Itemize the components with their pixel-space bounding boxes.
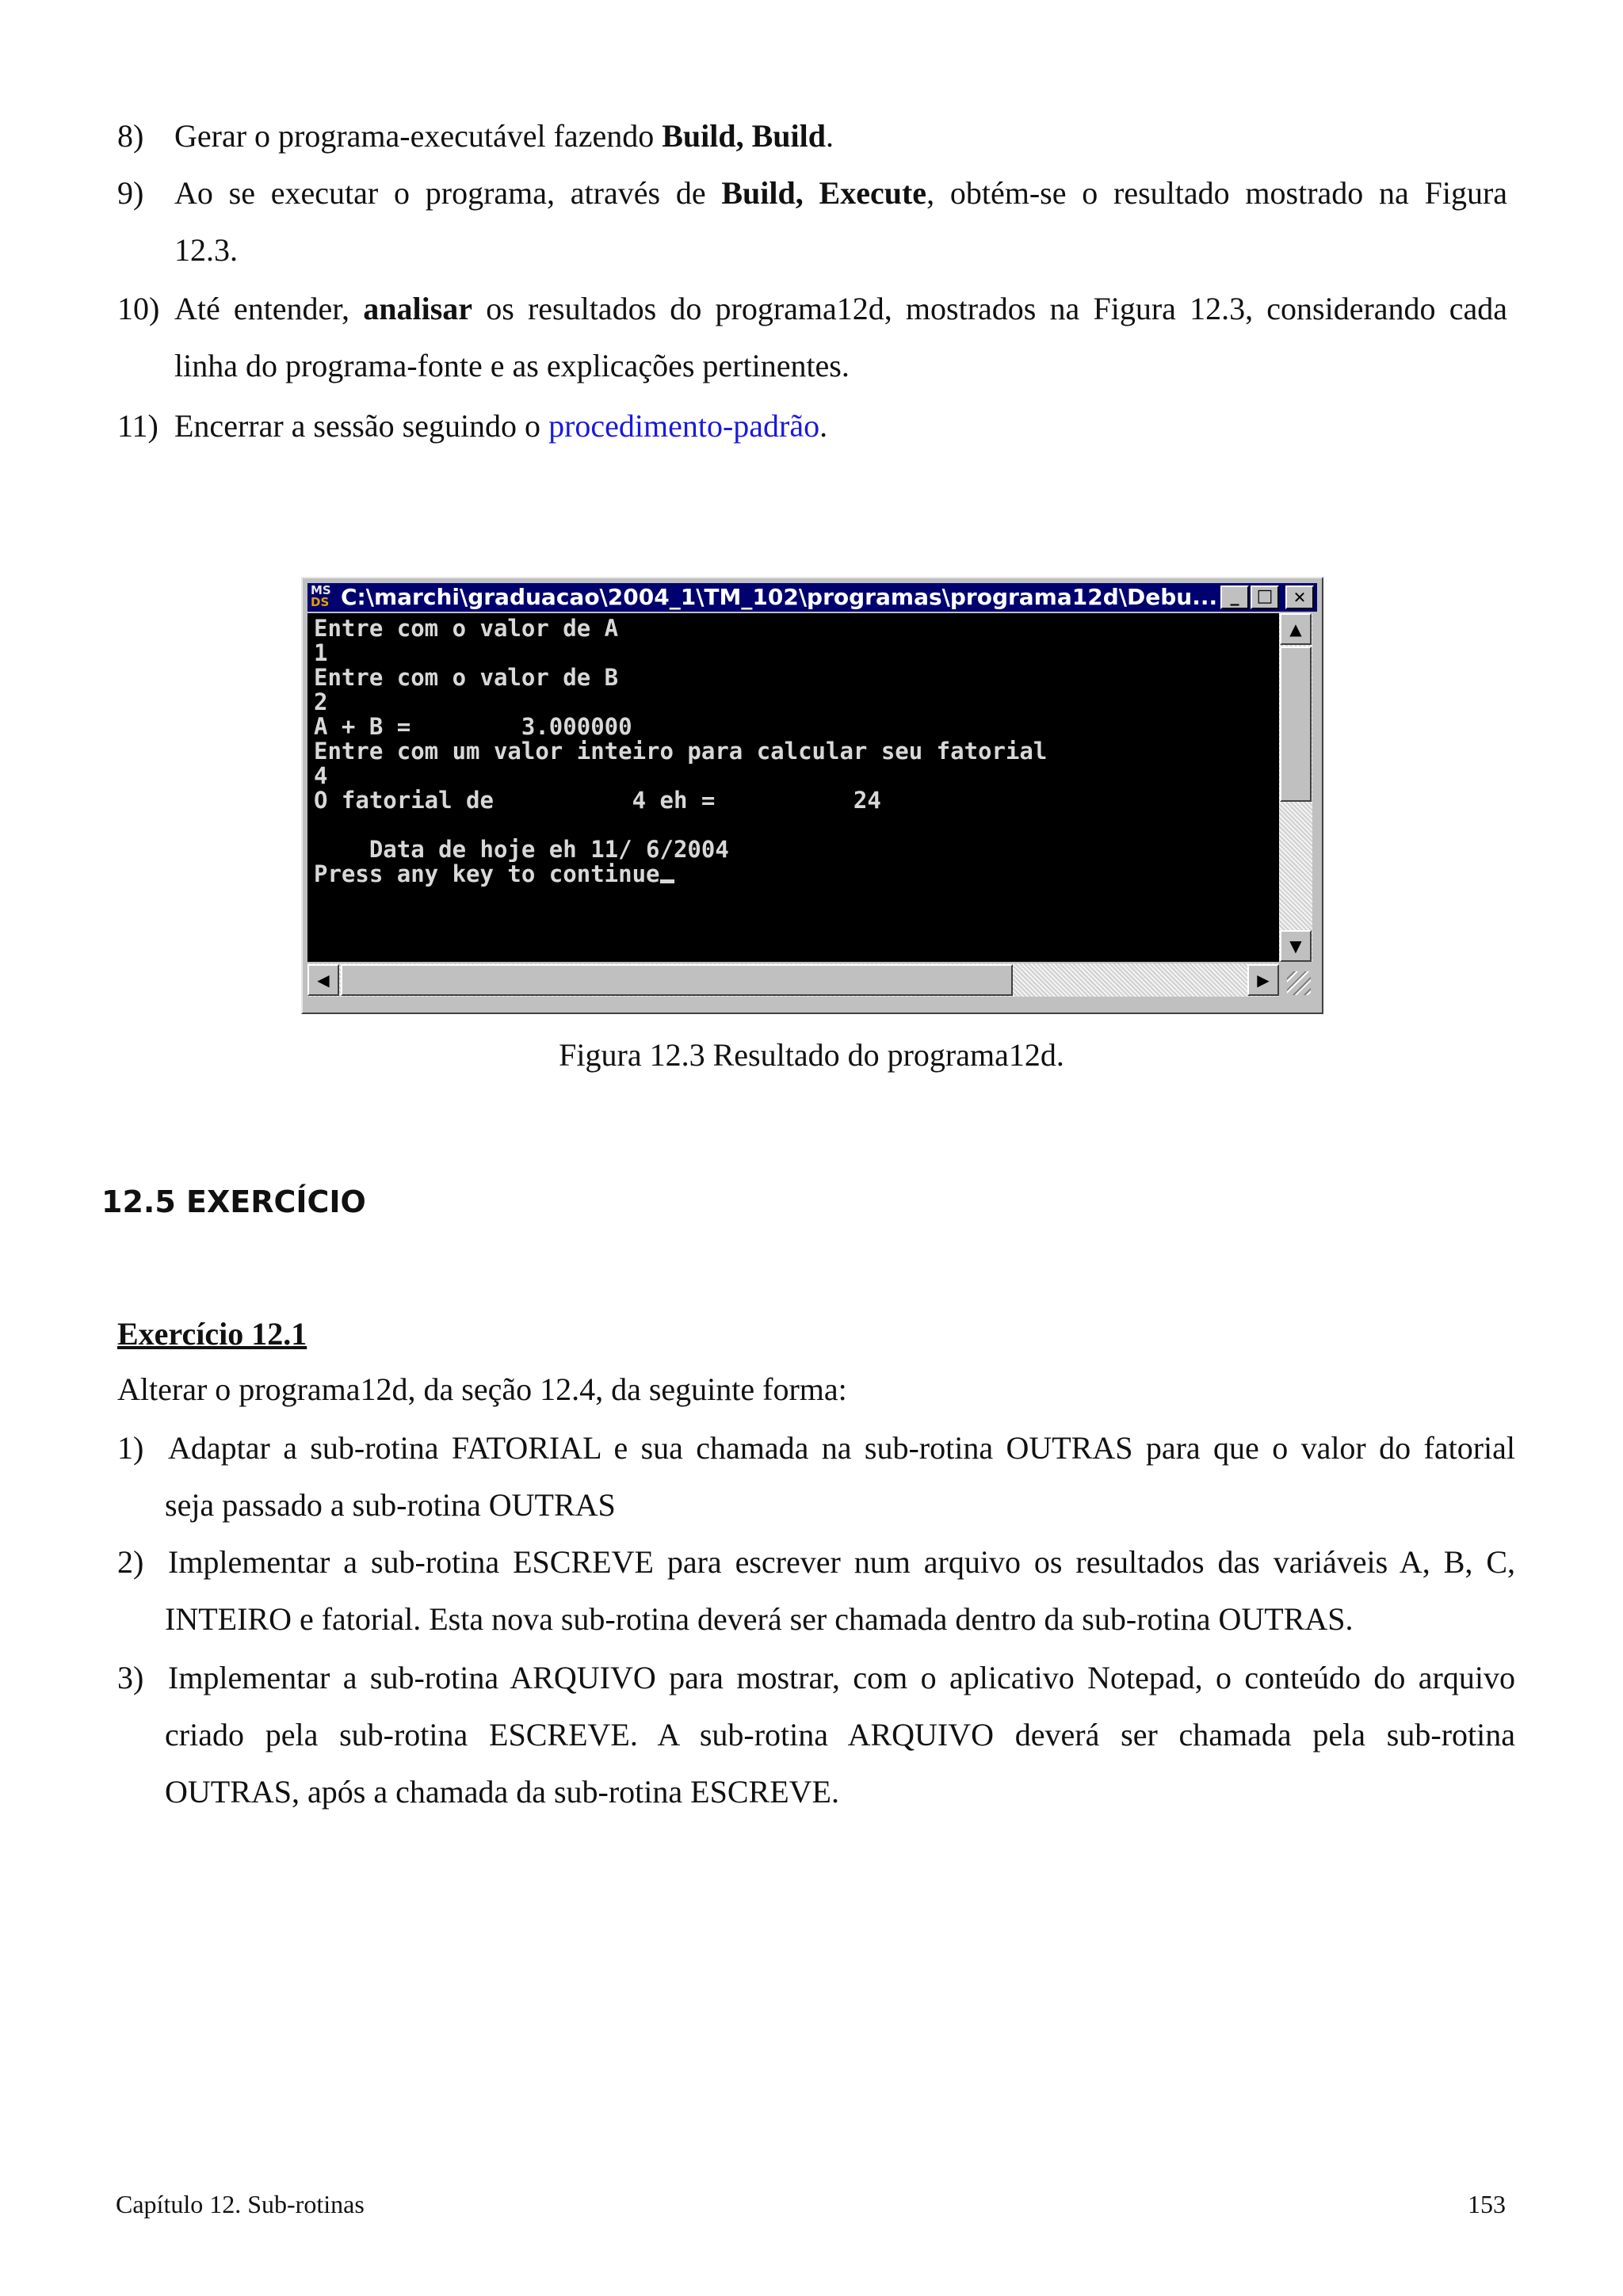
close-button[interactable]: ✕ (1285, 585, 1314, 609)
horizontal-scrollbar[interactable] (307, 963, 1279, 997)
console-line: Data de hoje eh 11/ 6/2004 (314, 836, 729, 863)
console-line: 1 (314, 639, 328, 666)
console-window (301, 577, 1323, 1014)
scroll-left-button[interactable]: ◀ (307, 964, 339, 996)
procedure-link[interactable]: procedimento-padrão (548, 408, 820, 444)
console-line: Entre com o valor de A (314, 615, 619, 642)
step-number: 8) (117, 118, 144, 154)
step-text: Ao se executar o programa, através de Build, Execute, obtém-se o resultado mostrado na Figura (174, 175, 1508, 211)
vertical-scrollbar[interactable] (1279, 613, 1312, 962)
msdev-icon: MS DS (311, 583, 331, 609)
menu-command: Build, Build (662, 118, 826, 154)
vertical-scroll-thumb[interactable] (1280, 646, 1312, 802)
emphasis: analisar (363, 291, 473, 326)
step-number: 11) (117, 408, 158, 444)
scroll-down-button[interactable]: ▼ (1280, 930, 1312, 962)
console-line: Entre com um valor inteiro para calcular seu fatorial (314, 738, 1048, 765)
item-number: 1) (117, 1430, 144, 1466)
window-title: C:\marchi\graduacao\2004_1\TM_102\programas\programa12d\Debu... (341, 584, 1218, 610)
resize-corner[interactable] (1279, 963, 1312, 997)
console-line: 4 (314, 762, 328, 789)
text-cursor (660, 879, 674, 883)
step-number: 9) (117, 175, 144, 211)
item-text: Implementar a sub-rotina ARQUIVO para mostrar, com o aplicativo Notepad, o conteúdo do arquivo (168, 1660, 1515, 1695)
item-text-continuation: OUTRAS, após a chamada da sub-rotina ESCREVE. (165, 1774, 839, 1810)
section-heading: 12.5 EXERCÍCIO (101, 1184, 366, 1219)
minimize-button[interactable]: _ (1220, 585, 1249, 609)
console-line: O fatorial de 4 eh = 24 (314, 787, 881, 814)
console-prompt-line: Press any key to continue (314, 862, 674, 887)
step-text-continuation: linha do programa-fonte e as explicações pertinentes. (174, 348, 850, 383)
step-text: Gerar o programa-executável fazendo Build, Build. (174, 118, 834, 154)
step-text-continuation: 12.3. (174, 232, 238, 268)
scroll-right-button[interactable]: ▶ (1247, 964, 1279, 996)
item-number: 2) (117, 1544, 144, 1580)
console-line: 2 (314, 688, 328, 715)
exercise-label: Exercício 12.1 (117, 1316, 307, 1352)
console-line: Entre com o valor de B (314, 664, 619, 691)
scroll-up-button[interactable]: ▲ (1280, 613, 1312, 645)
step-number: 10) (117, 291, 160, 326)
page-number: 153 (1468, 2190, 1506, 2218)
horizontal-scroll-thumb[interactable] (341, 964, 1013, 996)
step-text: Encerrar a sessão seguindo o procedimento-padrão. (174, 408, 828, 444)
step-text: Até entender, analisar os resultados do programa12d, mostrados na Figura 12.3, considerando cada (174, 291, 1507, 326)
console-output (307, 613, 1279, 962)
item-text-continuation: seja passado a sub-rotina OUTRAS (165, 1487, 616, 1523)
exercise-intro: Alterar o programa12d, da seção 12.4, da seguinte forma: (117, 1371, 847, 1407)
title-bar[interactable] (307, 583, 1317, 612)
maximize-button[interactable]: □ (1251, 585, 1279, 609)
item-text-continuation: INTEIRO e fatorial. Esta nova sub-rotina deverá ser chamada dentro da sub-rotina OUTRAS. (165, 1601, 1354, 1637)
figure-caption: Figura 12.3 Resultado do programa12d. (559, 1037, 1064, 1073)
item-text: Adaptar a sub-rotina FATORIAL e sua chamada na sub-rotina OUTRAS para que o valor do fatorial (168, 1430, 1515, 1466)
menu-command: Build, Execute (721, 175, 927, 211)
resize-grip-icon (1287, 971, 1311, 995)
item-number: 3) (117, 1660, 144, 1695)
item-text-continuation: criado pela sub-rotina ESCREVE. A sub-rotina ARQUIVO deverá ser chamada pela sub-rotina (165, 1717, 1515, 1753)
console-line: A + B = 3.000000 (314, 713, 632, 740)
footer-chapter: Capítulo 12. Sub-rotinas (116, 2190, 365, 2218)
item-text: Implementar a sub-rotina ESCREVE para escrever num arquivo os resultados das variáveis A, B, C, (168, 1544, 1515, 1580)
